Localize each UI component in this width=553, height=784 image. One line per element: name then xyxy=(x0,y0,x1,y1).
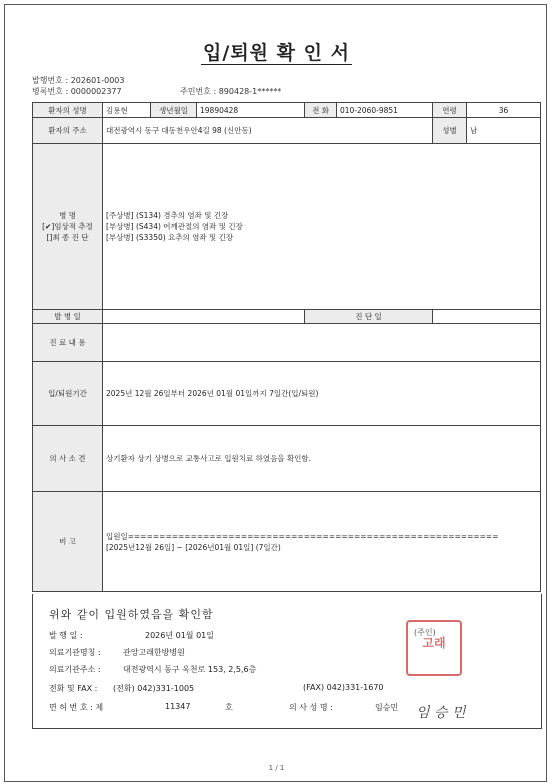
institution-name-row: 의료기관명칭 : 관앙고래한방병원 xyxy=(49,648,185,657)
diag-date xyxy=(433,310,541,324)
patient-name: 김용현 xyxy=(103,103,151,118)
remarks: 입원일=========================================================== [2025년12월 26일] ~ [2026년01월 01일] (7일간) xyxy=(103,492,541,592)
sex: 남 xyxy=(467,118,541,144)
diagnosis-line: [부상병] (S3350) 요추의 염좌 및 긴장 xyxy=(106,233,234,242)
onset-value xyxy=(103,310,305,324)
issue-date-row: 발 행 일 : 2026년 01월 01일 xyxy=(49,631,214,640)
dob-label: 생년월일 xyxy=(151,103,197,118)
issuer-section xyxy=(32,594,542,729)
age: 36 xyxy=(467,103,541,118)
document-title: 입/퇴원 확 인 서 xyxy=(203,42,350,64)
onset-label: 발 병 일 xyxy=(33,310,103,324)
resident-number: 주민번호 : 890428-1****** xyxy=(180,87,282,96)
issue-number: 발행번호 : 202601-0003 xyxy=(32,76,125,85)
admission-period: 2025년 12월 26일부터 2026년 01월 01일까지 7일간(입/퇴원) xyxy=(103,362,541,426)
diagnosis-line: [부상병] (S434) 어깨관절의 염좌 및 긴장 xyxy=(106,222,243,231)
diag-date-label: 진 단 일 xyxy=(305,310,433,324)
license-row: 면 허 번 호 : 제 11347 호 의 사 성 명 : 임승민 xyxy=(49,702,399,712)
clinical-checkbox: [✔]임상적 추정 xyxy=(42,222,93,231)
address-label: 환자의 주소 xyxy=(33,118,103,144)
page-number: 1 / 1 xyxy=(268,764,285,772)
diagnosis-list xyxy=(103,144,541,310)
dob: 19890428 xyxy=(197,103,305,118)
opinion-label: 의 사 소 견 xyxy=(33,426,103,492)
sex-label: 성별 xyxy=(433,118,467,144)
diagnosis-label: 병 명 [✔]임상적 추정 []최 종 진 단 xyxy=(33,144,103,310)
admission-label: 입/퇴원기간 xyxy=(33,362,103,426)
certificate-table xyxy=(32,102,541,592)
phone-fax-row: 전화 및 FAX : (전화) 042)331-1005 (FAX) 042)331-1670 xyxy=(49,683,384,693)
hospital-seal-stamp: (주인) 고래 xyxy=(406,620,462,676)
treatment-label: 진 료 내 용 xyxy=(33,324,103,362)
institution-address-row: 의료기관주소 : 대전광역시 동구 옥천로 153, 2,5,6층 xyxy=(49,665,257,674)
doctor-opinion: 상기환자 상기 상병으로 교통사고로 입원치료 하였음을 확인함. xyxy=(103,426,541,492)
remarks-label: 비 고 xyxy=(33,492,103,592)
diagnosis-line: [주상병] (S134) 경추의 염좌 및 긴장 xyxy=(106,211,229,220)
doctor-signature: 임 승 민 xyxy=(416,705,466,721)
phone-label: 전 화 xyxy=(305,103,337,118)
patient-name-label: 환자의 성명 xyxy=(33,103,103,118)
age-label: 연령 xyxy=(433,103,467,118)
chart-number: 병록번호 : 0000002377 xyxy=(32,87,122,96)
phone: 010-2060-9851 xyxy=(337,103,433,118)
final-checkbox: []최 종 진 단 xyxy=(46,233,89,242)
treatment-value xyxy=(103,324,541,362)
confirm-statement: 위와 같이 입원하였음을 확인함 xyxy=(49,608,214,621)
address: 대전광역시 동구 대동천우안4길 98 (신안동) xyxy=(103,118,433,144)
